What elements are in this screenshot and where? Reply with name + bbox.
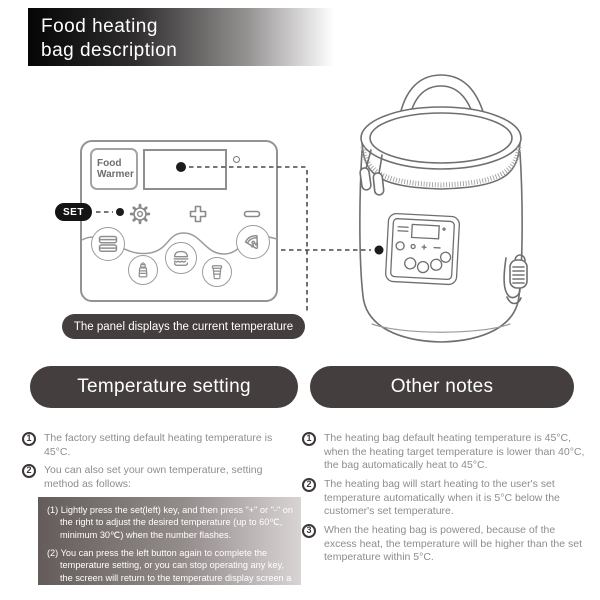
temperature-setting-title: Temperature setting [77, 376, 251, 397]
item-number-badge: 1 [22, 432, 36, 446]
section-header-other-notes [310, 366, 574, 408]
heating-bag-illustration [330, 62, 590, 370]
temperature-setting-steps-box [38, 497, 301, 595]
burger-icon [165, 242, 197, 274]
baby-bottle-icon [128, 255, 158, 285]
item-number-badge: 2 [302, 478, 316, 492]
drink-cup-icon [202, 257, 232, 287]
plus-icon [185, 201, 211, 227]
other-notes-title: Other notes [390, 376, 494, 397]
item-text: When the heating bag is powered, because of the excess heat, the temperature will be higher than the set temperature within 5°C. [324, 524, 582, 564]
item-text: You can also set your own temperature, setting method as follows: [44, 464, 263, 490]
gear-icon [127, 201, 153, 227]
item-number-badge: 1 [302, 432, 316, 446]
lunch-box-icon [91, 227, 125, 261]
page-title-line2: bag description [41, 40, 178, 62]
pizza-icon [236, 225, 270, 259]
list-item [302, 478, 590, 519]
section-header-temperature-setting [30, 366, 298, 408]
list-item [22, 432, 300, 459]
item-number-badge: 2 [22, 464, 36, 478]
item-text: The heating bag will start heating to the user's set temperature automatically when it is 5°C below the customer's set temperature. [324, 478, 560, 518]
set-button-label: SET [55, 203, 92, 221]
item-text: The heating bag default heating temperature is 45°C, when the heating target temperature is lower than 40°C, the bag automatically heat to 45°C. [324, 432, 585, 472]
step-text: (1) Lightly press the set(left) key, and then press "+" or "-" on the right to adjust the desired temperature (up to 60℃, minimum 30℃) when the number flashes. [47, 505, 293, 540]
step-text: (2) You can press the left button again to complete the temperature setting, or you can stop operating any key, the screen will return to the temperature display screen a few seconds later. [47, 547, 292, 595]
list-item [22, 464, 300, 491]
minus-icon [239, 201, 265, 227]
item-number-badge: 3 [302, 524, 316, 538]
item-text: The factory setting default heating temperature is 45°C. [44, 432, 273, 458]
page-title-banner [28, 8, 334, 66]
page-title-line1: Food heating [41, 16, 158, 37]
list-item [302, 432, 590, 473]
indicator-led [233, 156, 240, 163]
brand-label: Food Warmer [90, 148, 138, 190]
control-panel-diagram [80, 140, 278, 302]
bag-mini-panel [385, 213, 459, 285]
panel-callout-label: The panel displays the current temperature [62, 314, 305, 339]
list-item [302, 524, 590, 565]
temperature-display [143, 149, 227, 190]
